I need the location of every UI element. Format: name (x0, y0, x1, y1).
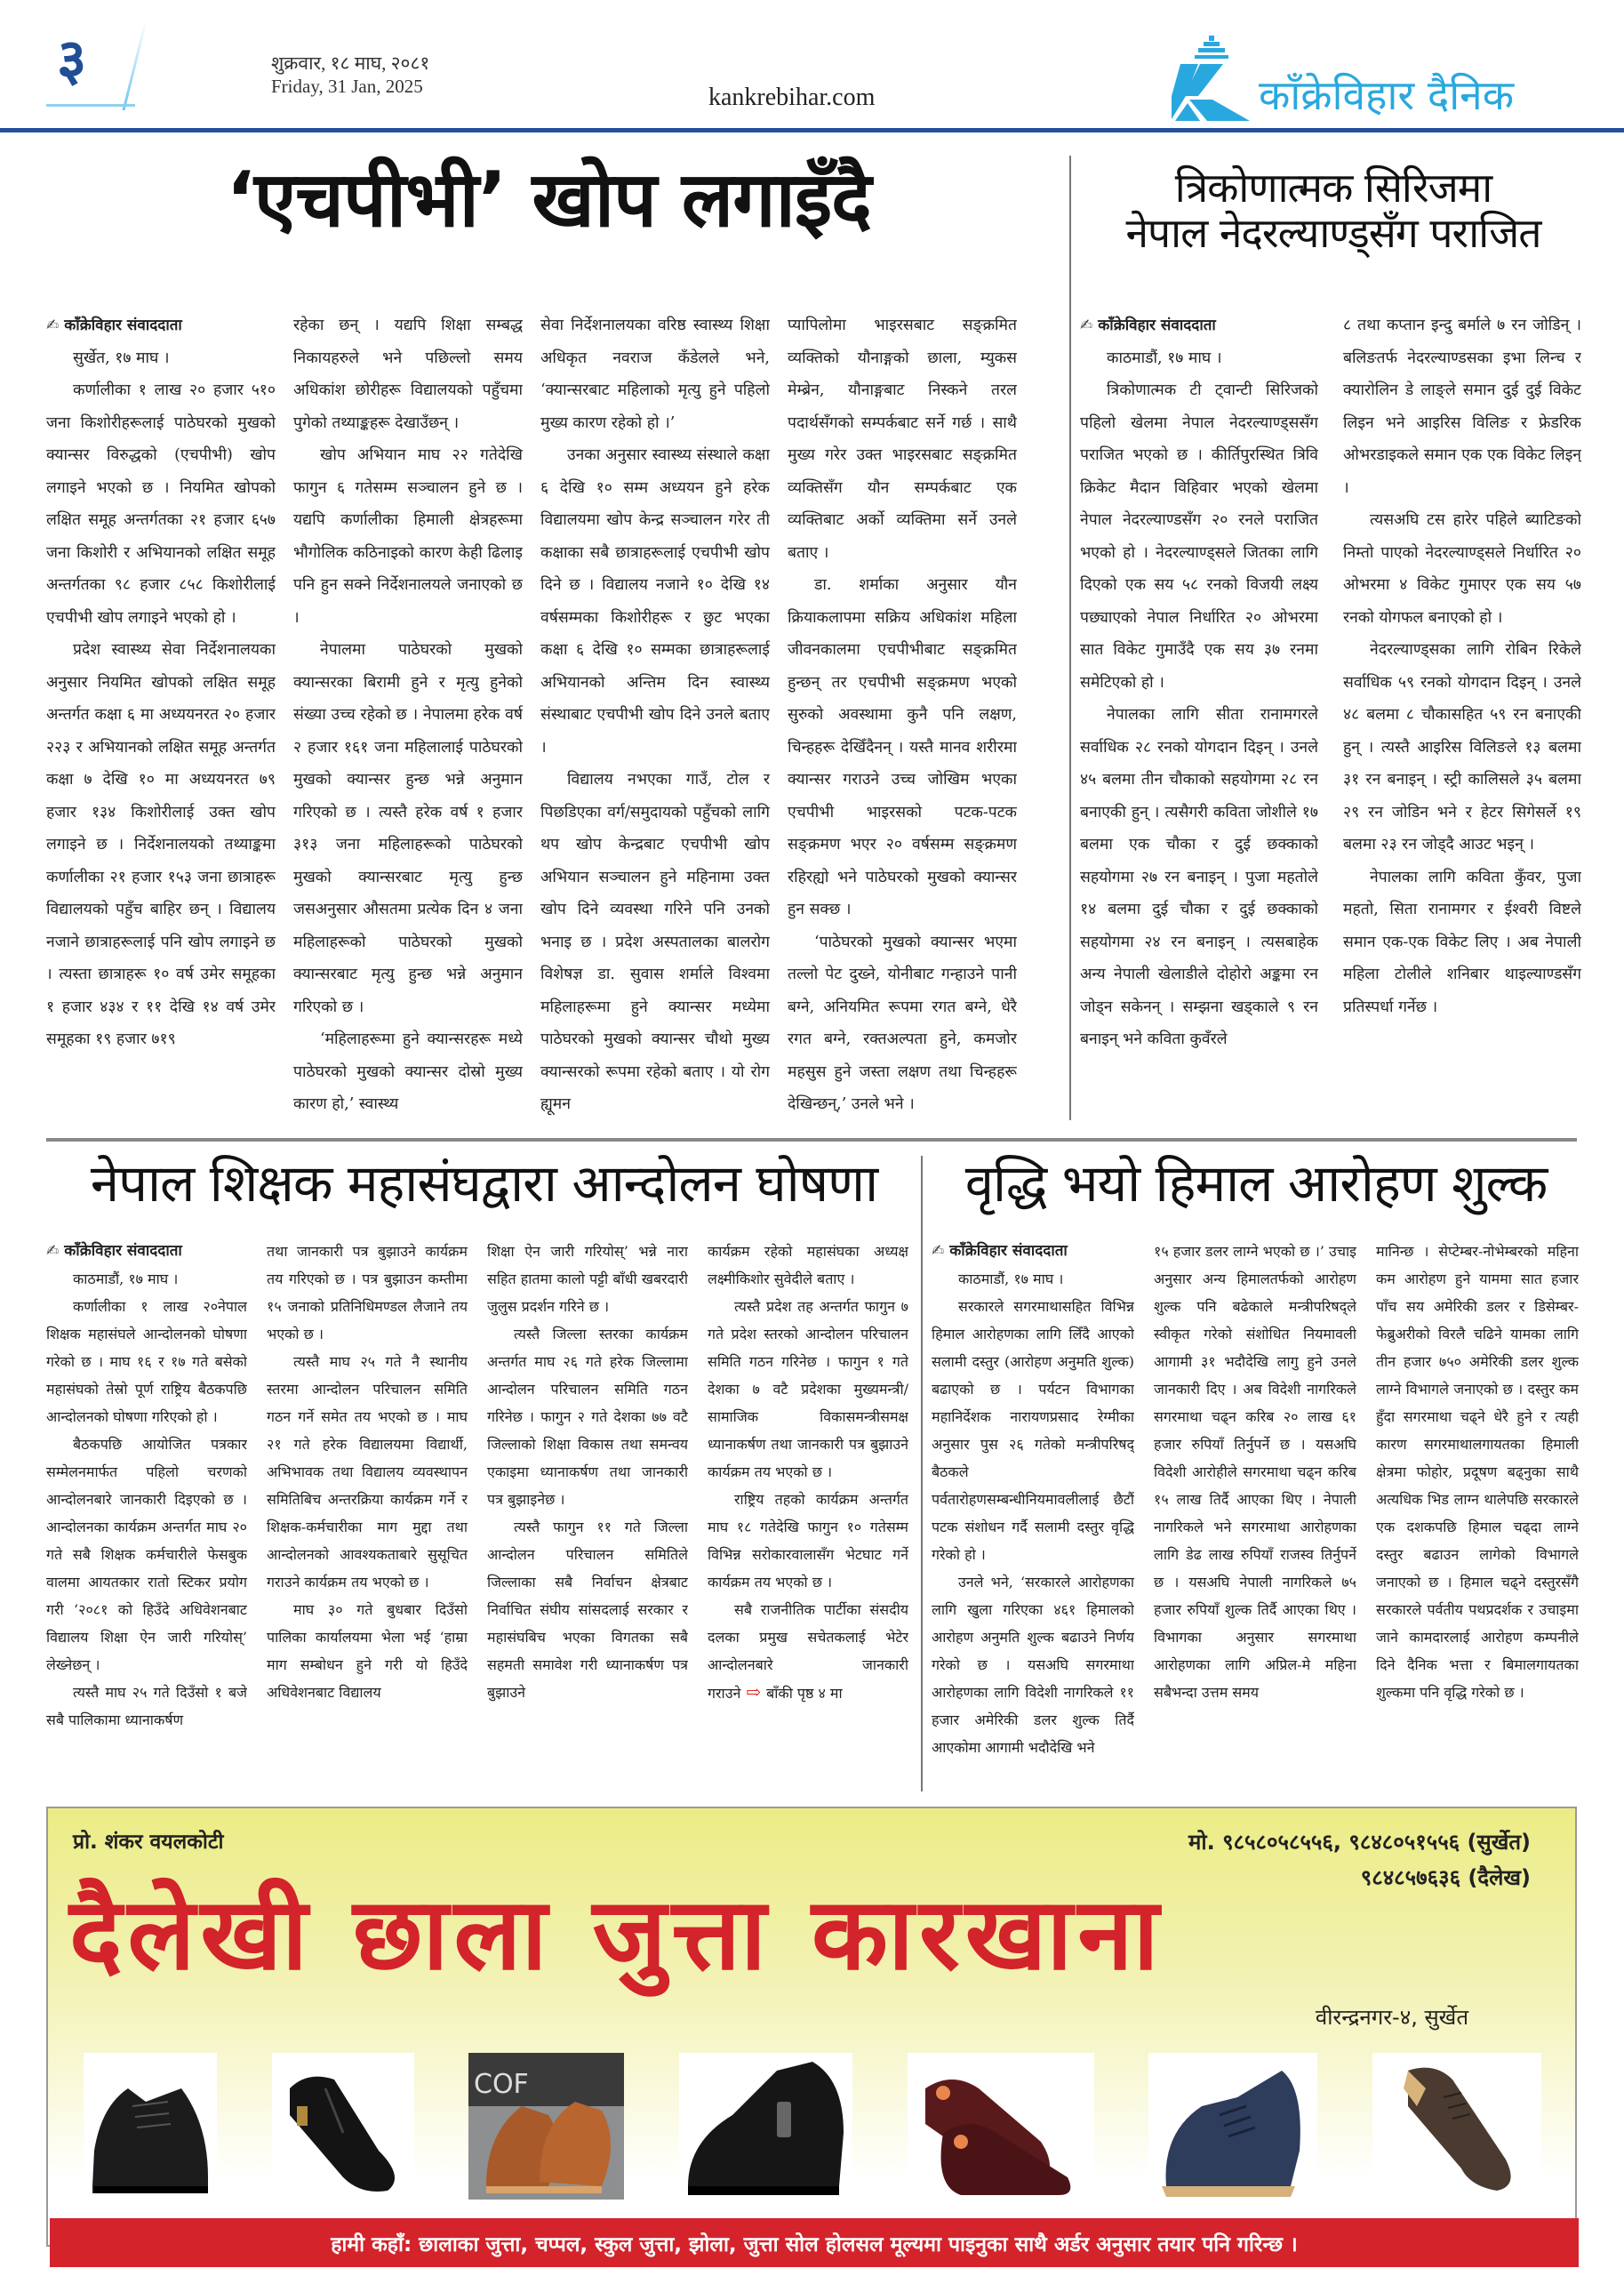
dateline-place: काठमाडौं, १७ माघ । (1107, 349, 1222, 367)
paragraph: तथा जानकारी पत्र बुझाउने कार्यक्रम तय गरिएको छ । पत्र बुझाउन कम्तीमा १५ जनाको प्रतिनिधिमण्डल लैजाने तय भएको छ । (267, 1243, 468, 1342)
headline-line-1: त्रिकोणात्मक सिरिजमा (1174, 164, 1492, 212)
byline: ✍ काँक्रेविहार संवाददाता (46, 1242, 182, 1260)
paragraph: प्यापिलोमा भाइरसबाट सङ्क्रमित व्यक्तिको यौनाङ्गको छाला, म्युकस मेम्ब्रेन, यौनाङ्गबाट निस्कने तरल पदार्थसँगको सम्पर्कबाट सर्ने गर्छ । साथै मुख्य गरेर उक्त भाइरसबाट सङ्क्रमित व्यक्तिसँग यौन सम्पर्कबाट एक व्यक्तिबाट अर्को व्यक्तिमा सर्ने उनले बताए । (788, 317, 1017, 562)
paragraph: ‘पाठेघरको मुखको क्यान्सर भएमा तल्लो पेट दुख्ने, योनीबाट गन्हाउने पानी बग्ने, अनियमित रूपमा रगत बग्ने, धेरै रगत बग्ने, रक्तअल्पता हुने, कमजोर महसुस हुने जस्ता लक्षण तथा चिन्हहरू देखिन्छन्,’ उनले भने । (788, 933, 1017, 1113)
shoe-image-black-buckle (272, 2053, 414, 2200)
shoe-factory-advertisement[interactable] (46, 1807, 1577, 2247)
shoe-image-brown-wingtip (1372, 2053, 1541, 2200)
paragraph: १५ हजार डलर लाग्ने भएको छ ।’ उचाइ अनुसार अन्य हिमालतर्फको आरोहण शुल्क पनि बढेकाले मन्त्रीपरिषद्ले स्वीकृत गरेको संशोधित नियमावली आगामी ३१ भदौदेखि लागु हुने उनले जानकारी दिए । अब विदेशी नागरिकले सगरमाथा चढ्न करिब २० लाख ६१ हजार रुपियाँ तिर्नुपर्ने छ । यसअघि विदेशी आरोहीले सगरमाथा चढ्न करिब १५ लाख तिर्दै आएका थिए । नेपाली नागरिकले भने सगरमाथा आरोहणका लागि डेढ लाख रुपियाँ राजस्व तिर्नुपर्ने छ । यसअघि नेपाली नागरिकले ७५ हजार रुपियाँ शुल्क तिर्दै आएका थिए । विभागका अनुसार सगरमाथा आरोहणका लागि अप्रिल-मे महिना सबैभन्दा उत्तम समय (1154, 1243, 1356, 1701)
paragraph: सेवा निर्देशनालयका वरिष्ठ स्वास्थ्य शिक्षा अधिकृत नवराज कँडेलले भने, ‘क्यान्सरबाट महिलाको मृत्यु हुने पहिलो मुख्य कारण रहेको हो ।’ (540, 317, 770, 432)
ad-phone-numbers (1188, 1824, 1531, 1895)
teachers-column-3 (487, 1238, 688, 1789)
hpv-column-1 (46, 309, 276, 1120)
masthead-rule (0, 128, 1624, 132)
paragraph: सरकारले सगरमाथासहित विभिन्न हिमाल आरोहणका लागि लिँदै आएको सलामी दस्तुर (आरोहण अनुमति शुल्क) बढाएको छ । पर्यटन विभागका महानिर्देशक नारायणप्रसाद रेग्मीका अनुसार पुस २६ गतेको मन्त्रीपरिषद् बैठकले पर्वतारोहणसम्बन्धीनियमावलीलाई छैटौं पटक संशोधन गर्दै सलामी दस्तुर वृद्धि गरेको हो । (932, 1298, 1134, 1563)
paragraph: डा. शर्माका अनुसार यौन क्रियाकलापमा सक्रिय अधिकांश महिला जीवनकालमा एचपीभीबाट सङ्क्रमित हुन्छन् तर एचपीभी सङ्क्रमण भएको सुरुको अवस्थामा कुनै पनि लक्षण, चिन्हहरू देखिँदैनन् । यस्तै मानव शरीरमा क्यान्सर गराउने उच्च जोखिम भएका एचपीभी भाइरसको पटक-पटक सङ्क्रमण भएर २० वर्षसम्म सङ्क्रमण रहिरह्यो भने पाठेघरको मुखको क्यान्सर हुन सक्छ । (788, 576, 1017, 918)
paragraph: त्यस्तै प्रदेश तह अन्तर्गत फागुन ७ गते प्रदेश स्तरको आन्दोलन परिचालन समिति गठन गरिनेछ । फागुन १ गते देशका ७ वटै प्रदेशका मुख्यमन्त्री/सामाजिक विकासमन्त्रीसमक्ष ध्यानाकर्षण तथा जानकारी पत्र बुझाउने कार्यक्रम तय भएको छ । (708, 1298, 908, 1480)
website-link[interactable]: kankrebihar.com (708, 84, 876, 111)
shoe-image-black-monk (679, 2053, 852, 2200)
teachers-column-2 (267, 1238, 468, 1789)
ad-address: वीरन्द्रनगर-४, सुर्खेत (1315, 2005, 1468, 2030)
headline-line-2: नेपाल नेदरल्याण्ड्सँग पराजित (1125, 208, 1541, 257)
pen-icon: ✍ (1080, 317, 1093, 334)
ad-proprietor: प्रो. शंकर वयलकोटी (73, 1831, 224, 1854)
shoe-image-brown-derby (468, 2053, 624, 2200)
byline: ✍ काँक्रेविहार संवाददाता (46, 317, 182, 334)
page-number: ३ (57, 28, 87, 93)
shoe-gallery (84, 2048, 1541, 2200)
headline-cricket[interactable] (1080, 165, 1587, 255)
paragraph: त्यस्तै फागुन ११ गते जिल्ला आन्दोलन परिचालन समितिले जिल्लाका सबै निर्वाचन क्षेत्रबाट निर्वाचित संघीय सांसदलाई सरकार र महासंघबिच भएका विगतका सबै सहमती समावेश गरी ध्यानाकर्षण पत्र बुझाउने (487, 1519, 688, 1701)
pen-icon: ✍ (46, 317, 60, 334)
paragraph: त्यस्तै जिल्ला स्तरका कार्यक्रम अन्तर्गत माघ २६ गते हरेक जिल्लामा आन्दोलन परिचालन समिति गठन गरिनेछ । फागुन २ गते देशका ७७ वटै जिल्लाको शिक्षा विकास तथा समन्वय एकाइमा ध्यानाकर्षण तथा जानकारी पत्र बुझाइनेछ । (487, 1326, 688, 1508)
himal-column-3 (1376, 1238, 1579, 1789)
paragraph: खोप अभियान माघ २२ गतेदेखि फागुन ६ गतेसम्म सञ्चालन हुने छ । यद्यपि कर्णालीका हिमाली क्षेत्रहरूमा भौगोलिक कठिनाइको कारण केही ढिलाइ पनि हुन सक्ने निर्देशनालयले जनाएको छ । (293, 446, 523, 627)
paragraph: नेपालका लागि सीता रानामगरले सर्वाधिक २८ रनको योगदान दिइन् । उनले ४५ बलमा तीन चौकाको सहयोगमा २८ रन बनाएकी हुन् । त्यसैगरी कविता जोशीले १७ बलमा एक चौका र दुई छक्काको सहयोगमा २७ रन बनाइन् । पुजा महतोले १४ बलमा दुई चौका र दुई छक्काको सहयोगमा २४ रन बनाइन् । त्यसबाहेक अन्य नेपाली खेलाडीले दोहोरो अङ्कमा रन जोड्न सकेनन् । सम्झना खड्काले ९ रन बनाइन् भने कविता कुवँरले (1080, 706, 1318, 1048)
paragraph: कार्यक्रम रहेको महासंघका अध्यक्ष लक्ष्मीकिशोर सुवेदीले बताए । (708, 1243, 908, 1287)
paragraph: ८ तथा कप्तान इन्दु बर्माले ७ रन जोडिन् । बलिङतर्फ नेदरल्याण्डसका इभा लिन्च र क्यारोलिन डे लाङ्ले समान दुई दुई विकेट लिइन भने आइरिस विलिङ र फ्रेडरिक ओभरडाइकले समान एक एक विकेट लिइन् । (1343, 317, 1581, 497)
page-number-badge (46, 28, 135, 107)
dateline-place: सुर्खेत, १७ माघ । (73, 349, 170, 367)
headline-teachers[interactable]: नेपाल शिक्षक महासंघद्वारा आन्दोलन घोषणा (90, 1153, 878, 1214)
newspaper-logo[interactable] (1172, 34, 1514, 123)
paragraph: विद्यालय नभएका गाउँ, टोल र पिछडिएका वर्ग/समुदायको पहुँचको लागि थप खोप केन्द्रबाट एचपीभी खोप अभियान सञ्चालन हुने महिनामा उक्त खोप दिने व्यवस्था गरिने पनि उनको भनाइ छ । प्रदेश अस्पतालका बालरोग विशेषज्ञ डा. सुवास शर्माले विश्वमा महिलाहरूमा हुने क्यान्सर मध्येमा पाठेघरको मुखको क्यान्सर चौथो मुख्य क्यान्सरको रूपमा रहेको बताए । यो रोग ह्यूमन (540, 771, 770, 1113)
hpv-column-3 (540, 309, 770, 1120)
paragraph: ‘महिलाहरूमा हुने क्यान्सरहरू मध्ये पाठेघरको मुखको क्यान्सर दोस्रो मुख्य कारण हो,’ स्वास्थ्य (293, 1030, 523, 1113)
paragraph: शिक्षा ऐन जारी गरियोस्’ भन्ने नारा सहित हातमा कालो पट्टी बाँधी खबरदारी जुलुस प्रदर्शन गरिने छ । (487, 1243, 688, 1315)
hpv-column-2 (293, 309, 523, 1120)
headline-hpv[interactable]: ‘एचपीभी’ खोप लगाइँदै (226, 156, 871, 244)
paragraph: उनका अनुसार स्वास्थ्य संस्थाले कक्षा ६ देखि १० सम्म अध्ययन हुने हरेक विद्यालयमा खोप केन्द्र सञ्चालन गरेर ती कक्षाका सबै छात्राहरूलाई एचपीभी खोप दिने छ । विद्यालय नजाने १० देखि १४ वर्षसम्मका किशोरीहरू र छुट भएका कक्षा ६ देखि १० सम्मका छात्राहरूलाई अभियानको अन्तिम दिन स्वास्थ्य संस्थाबाट एचपीभी खोप दिने उनले बताए । (540, 446, 770, 757)
logo-text: काँक्रेविहार दैनिक (1259, 71, 1515, 119)
article-himal-body (932, 1238, 1579, 1789)
himal-column-2 (1154, 1238, 1356, 1789)
ad-phone-line-1: मो. ९८५८०५८५५६, ९८४८०५१५५६ (सुर्खेत) (1188, 1830, 1531, 1855)
paragraph: बैठकपछि आयोजित पत्रकार सम्मेलनमार्फत पहिलो चरणको आन्दोलनबारे जानकारी दिइएको छ । आन्दोलनका कार्यक्रम अन्तर्गत माघ २० गते सबै शिक्षक कर्मचारीले फेसबुक वालमा आयतकार रातो स्टिकर प्रयोग गरी ‘२०८१ को हिउँदे अधिवेशनबाट विद्यालय शिक्षा ऐन जारी गरियोस्’ लेख्नेछन् । (46, 1436, 247, 1673)
paragraph: त्यस्तै माघ २५ गते दिउँसो १ बजे सबै पालिकामा ध्यानाकर्षण (46, 1684, 247, 1728)
date-nepali: शुक्रवार, १८ माघ, २०८१ (271, 52, 430, 74)
pen-icon: ✍ (46, 1242, 60, 1260)
date-english: Friday, 31 Jan, 2025 (271, 76, 423, 97)
byline: ✍ काँक्रेविहार संवाददाता (932, 1242, 1068, 1260)
arrow-right-icon: ⇨ (746, 1681, 762, 1703)
paragraph: नेपालमा पाठेघरको मुखको क्यान्सरका बिरामी हुने र मृत्यु हुनेको संख्या उच्च रहेको छ । नेपालमा हरेक वर्ष २ हजार १६१ जना महिलालाई पाठेघरको मुखको क्यान्सर हुन्छ भन्ने अनुमान गरिएको छ । त्यस्तै हरेक वर्ष १ हजार ३१३ जना महिलाहरूको पाठेघरको मुखको क्यान्सरबाट मृत्यु हुन्छ जसअनुसार औसतमा प्रत्येक दिन ४ जना महिलाहरूको पाठेघरको मुखको क्यान्सरबाट मृत्यु हुन्छ भन्ने अनुमान गरिएको छ । (293, 641, 523, 1016)
ad-business-name: दैलेखी छाला जुत्ता कारखाना (69, 1877, 1164, 1992)
paragraph: उनले भने, ‘सरकारले आरोहणका लागि खुला गरिएका ४६१ हिमालको आरोहण अनुमति शुल्क बढाउने निर्णय गरेको छ । यसअघि सगरमाथा आरोहणका लागि विदेशी नागरिकले ११ हजार अमेरिकी डलर शुल्क तिर्दै आएकोमा आगामी भदौदेखि भने (932, 1574, 1134, 1756)
paragraph: त्यसअघि टस हारेर पहिले ब्याटिङको निम्तो पाएको नेदरल्याण्ड्सले निर्धारित २० ओभरमा ४ विकेट गुमाएर एक सय ५७ रनको योगफल बनाएको हो । (1343, 511, 1581, 627)
shoe-image-navy-suede (1148, 2053, 1317, 2200)
section-divider (46, 1138, 1577, 1142)
paragraph: रहेका छन् । यद्यपि शिक्षा सम्बद्ध निकायहरुले भने पछिल्लो समय अधिकांश छोरीहरू विद्यालयको पहुँचमा पुगेको तथ्याङ्कहरू देखाउँछन् । (293, 317, 523, 432)
paragraph: नेदरल्याण्ड्सका लागि रोबिन रिकेले सर्वाधिक ५९ रनको योगदान दिइन् । उनले ४८ बलमा ८ चौकासहित ५९ रन बनाएकी हुन् । त्यस्तै आइरिस विलिङले १३ बलमा ३१ रन बनाइन् । स्ट्री कालिसले ३५ बलमा २९ रन जोडिन भने र हेटर सिगेसर्ले १९ बलमा २३ रन जोड्दै आउट भइन् । (1343, 641, 1581, 854)
paragraph: त्रिकोणात्मक टी ट्वान्टी सिरिजको पहिलो खेलमा नेपाल नेदरल्याण्ड्ससँग पराजित भएको छ । कीर्तिपुरस्थित त्रिवि क्रिकेट मैदान विहिवार भएको खेलमा नेपाल नेदरल्याण्डसँग २० रनले पराजित भएको हो । नेदरल्याण्ड्सले जितका लागि दिएको एक सय ५८ रनको विजयी लक्ष्य पछ्याएको नेपाल निर्धारित २० ओभरमा सात विकेट गुमाउँदै एक सय ३७ रनमा समेटिएको हो । (1080, 381, 1318, 692)
dateline (271, 52, 429, 98)
teachers-column-1 (46, 1238, 247, 1789)
article-cricket-body (1080, 309, 1581, 1120)
byline: ✍ काँक्रेविहार संवाददाता (1080, 317, 1216, 334)
paragraph: कर्णालीका १ लाख २०नेपाल शिक्षक महासंघले आन्दोलनको घोषणा गरेको छ । माघ १६ र १७ गते बसेको महासंघको तेस्रो पूर्ण राष्ट्रिय बैठकपछि आन्दोलनको घोषणा गरिएको हो । (46, 1298, 247, 1425)
teachers-column-4 (708, 1238, 908, 1789)
ad-footer-banner: हामी कहाँ: छालाका जुत्ता, चप्पल, स्कुल जुत्ता, झोला, जुत्ता सोल होलसल मूल्यमा पाइनुका साथै अर्डर अनुसार तयार पनि गरिन्छ । (50, 2218, 1579, 2267)
pen-icon: ✍ (932, 1242, 945, 1260)
shoe-image-burgundy-oxford (908, 2053, 1094, 2200)
column-divider (921, 1156, 923, 1791)
paragraph: सबै राजनीतिक पार्टीका संसदीय दलका प्रमुख सचेतकलाई भेटेर आन्दोलनबारे जानकारी गराउने ⇨ बाँकी पृष्ठ ४ मा (708, 1601, 908, 1703)
paragraph: माघ ३० गते बुधबार दिउँसो पालिका कार्यालयमा भेला भई ‘हाम्रा माग सम्बोधन हुने गरी यो हिउँदे अधिवेशनबाट विद्यालय (267, 1601, 468, 1701)
continued-link[interactable]: ⇨ बाँकी पृष्ठ ४ मा (746, 1681, 843, 1703)
dateline-place: काठमाडौं, १७ माघ । (958, 1270, 1064, 1287)
himal-column-1 (932, 1238, 1134, 1789)
paragraph: कर्णालीका १ लाख २० हजार ५१० जना किशोरीहरूलाई पाठेघरको मुखको क्यान्सर विरुद्धको (एचपीभी) खोप लगाइने भएको छ । नियमित खोपको लक्षित समूह अन्तर्गतका २१ हजार ६५७ जना किशोरी र अभियानको लक्षित समूह अन्तर्गतका ९८ हजार ८५८ किशोरीलाई एचपीभी खोप लगाइने भएको हो । (46, 381, 276, 627)
cricket-column-2 (1343, 309, 1581, 1120)
decorative-underline (46, 104, 135, 107)
paragraph: नेपालका लागि कविता कुँवर, पुजा महतो, सिता रानामगर र ईश्वरी विष्टले समान एक-एक विकेट लिए । अब नेपाली महिला टोलीले शनिबार थाइल्याण्डसँग प्रतिस्पर्धा गर्नेछ । (1343, 868, 1581, 1016)
article-teachers-body (46, 1238, 908, 1789)
paragraph: मानिन्छ । सेप्टेम्बर-नोभेम्बरको महिना कम आरोहण हुने याममा सात हजार पाँच सय अमेरिकी डलर र डिसेम्बर-फेब्रुअरीको विरलै चढिने यामका लागि तीन हजार ७५० अमेरिकी डलर शुल्क लाग्ने विभागले जनाएको छ । दस्तुर कम हुँदा सगरमाथा चढ्ने धेरै हुने र त्यही कारण सगरमाथालगायतका हिमाली क्षेत्रमा फोहोर, प्रदूषण बढ्नुका साथै अत्यधिक भिड लाग्न थालेपछि सरकारले एक दशकपछि हिमाल चढ्दा लाग्ने दस्तुर बढाउन लागेको विभागले जनाएको छ । हिमाल चढ्ने दस्तुरसँगै सरकारले पर्वतीय पथप्रदर्शक र उचाइमा जाने कामदारलाई आरोहण कम्पनीले दिने दैनिक भत्ता र बिमालगायतका शुल्कमा पनि वृद्धि गरेको छ । (1376, 1243, 1579, 1701)
column-divider (1069, 156, 1071, 1120)
shoe-image-black-derby (84, 2053, 217, 2200)
paragraph: त्यस्तै माघ २५ गते नै स्थानीय स्तरमा आन्दोलन परिचालन समिति गठन गर्ने समेत तय भएको छ । माघ २१ गते हरेक विद्यालयमा विद्यार्थी, अभिभावक तथा विद्यालय व्यवस्थापन समितिबिच अन्तरक्रिया कार्यक्रम गर्ने र शिक्षक-कर्मचारीका माग मुद्दा तथा आन्दोलनको आवश्यकताबारे सुसूचित गराउने कार्यक्रम तय भएको छ । (267, 1353, 468, 1591)
hpv-column-4 (788, 309, 1017, 1120)
paragraph: राष्ट्रिय तहको कार्यक्रम अन्तर्गत माघ १८ गतेदेखि फागुन १० गतेसम्म विभिन्न सरोकारवालासँग भेटघाट गर्ने कार्यक्रम तय भएको छ । (708, 1491, 908, 1591)
temple-k-logo-icon (1172, 34, 1252, 123)
cricket-column-1 (1080, 309, 1318, 1120)
ad-phone-line-2: ९८४८५७६३६ (दैलेख) (1360, 1865, 1531, 1890)
dateline-place: काठमाडौं, १७ माघ । (73, 1270, 179, 1287)
decorative-slash (123, 21, 148, 110)
article-hpv-body (46, 309, 1017, 1120)
headline-himal[interactable]: वृद्धि भयो हिमाल आरोहण शुल्क (964, 1153, 1548, 1214)
paragraph: प्रदेश स्वास्थ्य सेवा निर्देशनालयका अनुसार नियमित खोपको लक्षित समूह अन्तर्गत कक्षा ६ मा अध्ययनरत २० हजार २२३ र अभियानको लक्षित समूह अन्तर्गत कक्षा ७ देखि १० मा अध्ययनरत ७९ हजार १३४ किशोरीलाई उक्त खोप लगाइने छ । निर्देशनालयको तथ्याङ्कमा कर्णालीका २१ हजार १५३ जना छात्राहरू विद्यालयको पहुँच बाहिर छन् । विद्यालय नजाने छात्राहरूलाई पनि खोप लगाइने छ । त्यस्ता छात्राहरू १० वर्ष उमेर समूहका १ हजार ४३४ र ११ देखि १४ वर्ष उमेर समूहका १९ हजार ७१९ (46, 641, 276, 1048)
masthead (0, 0, 1624, 132)
svg-text:COF: COF (474, 2069, 530, 2100)
